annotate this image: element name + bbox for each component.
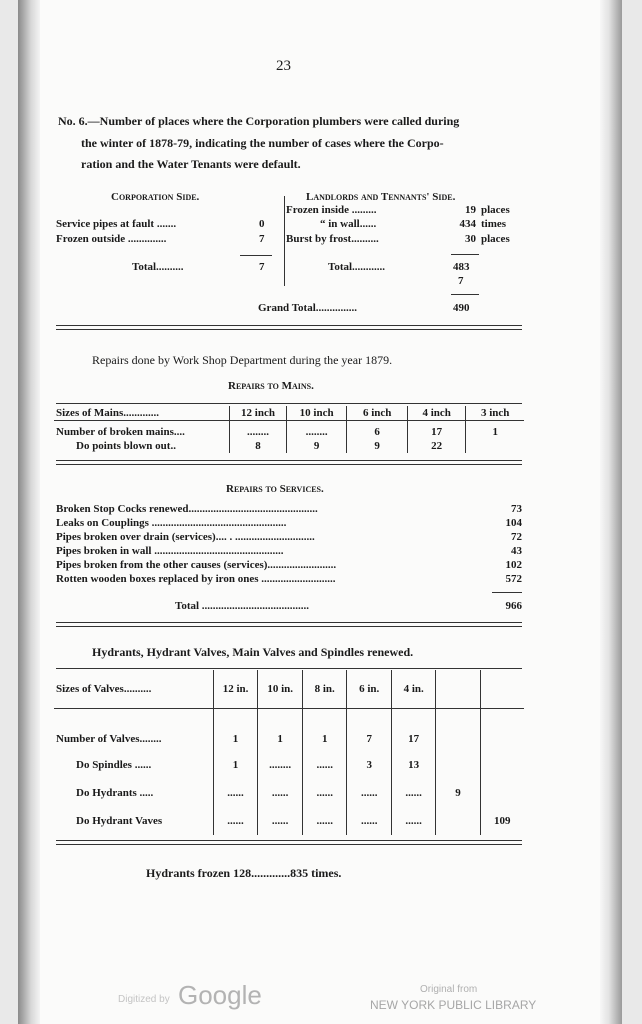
mains-cell: ........ — [286, 421, 347, 440]
valves-cell — [436, 807, 480, 835]
service-row-label: Pipes broken in wall ............................................... — [56, 545, 284, 557]
service-row-label: Pipes broken over drain (services).... . ............................. — [56, 531, 315, 543]
heading-line-2: the winter of 1878-79, indicating the number of cases where the Corpo- — [81, 136, 444, 150]
tenants-row-unit: times — [481, 218, 507, 230]
original-from-label: Original from — [420, 984, 478, 995]
grand-total-value: 490 — [453, 302, 470, 314]
valves-header-row — [54, 670, 524, 709]
service-row-value: 104 — [505, 517, 522, 529]
grand-total-rule — [451, 294, 479, 295]
mains-bottom-rule — [56, 460, 522, 465]
heading-line-3: ration and the Water Tenants were default. — [81, 157, 301, 171]
valves-bottom-rule — [56, 840, 522, 845]
mains-cell: 6 — [347, 421, 407, 440]
table-row — [54, 779, 524, 807]
service-row-label: Leaks on Couplings ................................................. — [56, 517, 287, 529]
mains-header-cell: Sizes of Mains............. — [56, 407, 159, 419]
valves-cell: ...... — [302, 807, 346, 835]
mains-header-cell: 3 inch — [466, 406, 524, 421]
valves-header-cell: 10 in. — [258, 670, 303, 709]
service-row-value: 72 — [511, 531, 522, 543]
valves-cell: ...... — [213, 779, 258, 807]
valves-cell: Do Hydrant Vaves — [76, 815, 163, 827]
services-title: Repairs to Services. — [226, 483, 324, 495]
repairs-heading: Repairs done by Work Shop Department during the year 1879. — [92, 353, 393, 367]
tenants-side-title: Landlords and Tennants' Side. — [306, 191, 456, 203]
tenants-row-value: 434 — [459, 218, 476, 230]
corp-row-label: Service pipes at fault ....... — [56, 218, 177, 230]
services-bottom-rule — [56, 622, 522, 627]
mains-title: Repairs to Mains. — [228, 380, 314, 392]
mains-cell: 9 — [286, 439, 347, 453]
valves-cell: ...... — [391, 779, 435, 807]
section-double-rule — [56, 325, 522, 330]
library-label: NEW YORK PUBLIC LIBRARY — [370, 998, 537, 1012]
mains-table — [54, 406, 524, 453]
google-logo: Google — [178, 980, 262, 1010]
valves-header-cell: 8 in. — [302, 670, 346, 709]
table-row — [54, 751, 524, 779]
service-row-value: 102 — [505, 559, 522, 571]
mains-header-row — [54, 406, 524, 421]
mains-header-cell: 4 inch — [407, 406, 466, 421]
valves-cell: 1 — [258, 709, 303, 752]
tenants-row-label: “ in wall...... — [320, 218, 377, 230]
valves-cell: ...... — [258, 807, 303, 835]
scanned-page — [18, 0, 622, 1024]
valves-cell: 9 — [436, 779, 480, 807]
valves-cell: 109 — [480, 807, 524, 835]
tenants-total-rule — [451, 254, 479, 255]
service-row-value: 43 — [511, 545, 522, 557]
valves-cell: ........ — [258, 751, 303, 779]
grand-total-label: Grand Total............... — [258, 302, 358, 314]
valves-header-cell — [480, 670, 524, 709]
valves-top-rule — [56, 668, 522, 669]
page-right-edge — [600, 0, 622, 1024]
valves-cell — [480, 779, 524, 807]
corp-total-value: 7 — [259, 261, 265, 273]
valves-cell: Do Hydrants ..... — [76, 787, 154, 799]
sides-divider — [284, 196, 285, 286]
mains-cell: ........ — [230, 421, 287, 440]
tenants-total-label: Total............ — [328, 261, 386, 273]
valves-cell: 1 — [213, 751, 258, 779]
valves-cell — [480, 751, 524, 779]
valves-cell: ...... — [347, 807, 391, 835]
table-row — [54, 421, 524, 440]
page-left-edge — [18, 0, 40, 1024]
tenants-row-label: Frozen inside ......... — [286, 204, 377, 216]
valves-cell: ...... — [213, 807, 258, 835]
valves-cell: ...... — [302, 779, 346, 807]
digitized-label: Digitized by — [118, 994, 170, 1005]
corp-row-value: 0 — [259, 218, 265, 230]
service-row-label: Pipes broken from the other causes (services)......................... — [56, 559, 337, 571]
heading-line-1: No. 6.—Number of places where the Corporation plumbers were called during — [58, 114, 460, 128]
valves-cell: 7 — [347, 709, 391, 752]
valves-cell — [436, 751, 480, 779]
services-total-rule — [492, 592, 522, 593]
mains-cell: Do points blown out.. — [76, 440, 176, 452]
mains-header-cell: 6 inch — [347, 406, 407, 421]
mains-cell: 1 — [466, 421, 524, 440]
table-row — [54, 709, 524, 752]
services-total-value: 966 — [505, 600, 522, 612]
valves-cell: ...... — [391, 807, 435, 835]
valves-cell: Number of Valves........ — [56, 733, 162, 745]
tenants-extra-value: 7 — [458, 275, 464, 287]
mains-cell: 22 — [407, 439, 466, 453]
valves-title: Hydrants, Hydrant Valves, Main Valves and Spindles renewed. — [92, 645, 414, 659]
valves-header-cell: Sizes of Valves.......... — [56, 683, 152, 695]
mains-cell: 9 — [347, 439, 407, 453]
corp-row-value: 7 — [259, 233, 265, 245]
mains-header-cell: 12 inch — [230, 406, 287, 421]
tenants-row-value: 30 — [465, 233, 476, 245]
service-row-label: Rotten wooden boxes replaced by iron ones ........................... — [56, 573, 336, 585]
corp-total-rule — [240, 255, 272, 256]
tenants-row-unit: places — [481, 233, 510, 245]
corp-total-label: Total.......... — [132, 261, 184, 273]
corp-row-label: Frozen outside .............. — [56, 233, 167, 245]
valves-table — [54, 670, 524, 835]
valves-cell: 3 — [347, 751, 391, 779]
mains-cell: 8 — [230, 439, 287, 453]
mains-cell: 17 — [407, 421, 466, 440]
valves-cell: 13 — [391, 751, 435, 779]
valves-cell: 1 — [302, 709, 346, 752]
valves-header-cell: 4 in. — [391, 670, 435, 709]
page-number: 23 — [276, 58, 291, 74]
valves-header-cell — [436, 670, 480, 709]
valves-cell: 1 — [213, 709, 258, 752]
tenants-row-label: Burst by frost.......... — [286, 233, 379, 245]
tenants-total-value: 483 — [453, 261, 470, 273]
mains-cell — [466, 439, 524, 453]
tenants-row-unit: places — [481, 204, 510, 216]
hydrants-frozen-line: Hydrants frozen 128.............835 times. — [146, 866, 342, 880]
valves-header-cell: 12 in. — [213, 670, 258, 709]
valves-cell: 17 — [391, 709, 435, 752]
service-row-value: 73 — [511, 503, 522, 515]
tenants-row-value: 19 — [465, 204, 476, 216]
mains-top-rule — [56, 403, 522, 404]
valves-header-cell: 6 in. — [347, 670, 391, 709]
mains-cell: Number of broken mains.... — [56, 426, 185, 438]
services-total-label: Total ....................................... — [175, 600, 310, 612]
valves-cell: ...... — [258, 779, 303, 807]
valves-cell — [436, 709, 480, 752]
valves-cell: ...... — [347, 779, 391, 807]
service-row-label: Broken Stop Cocks renewed............................................... — [56, 503, 318, 515]
corporation-side-title: Corporation Side. — [111, 191, 200, 203]
valves-cell: ...... — [302, 751, 346, 779]
mains-header-cell: 10 inch — [286, 406, 347, 421]
valves-cell — [480, 709, 524, 752]
service-row-value: 572 — [505, 573, 522, 585]
table-row — [54, 807, 524, 835]
valves-cell: Do Spindles ...... — [76, 759, 152, 771]
table-row — [54, 439, 524, 453]
